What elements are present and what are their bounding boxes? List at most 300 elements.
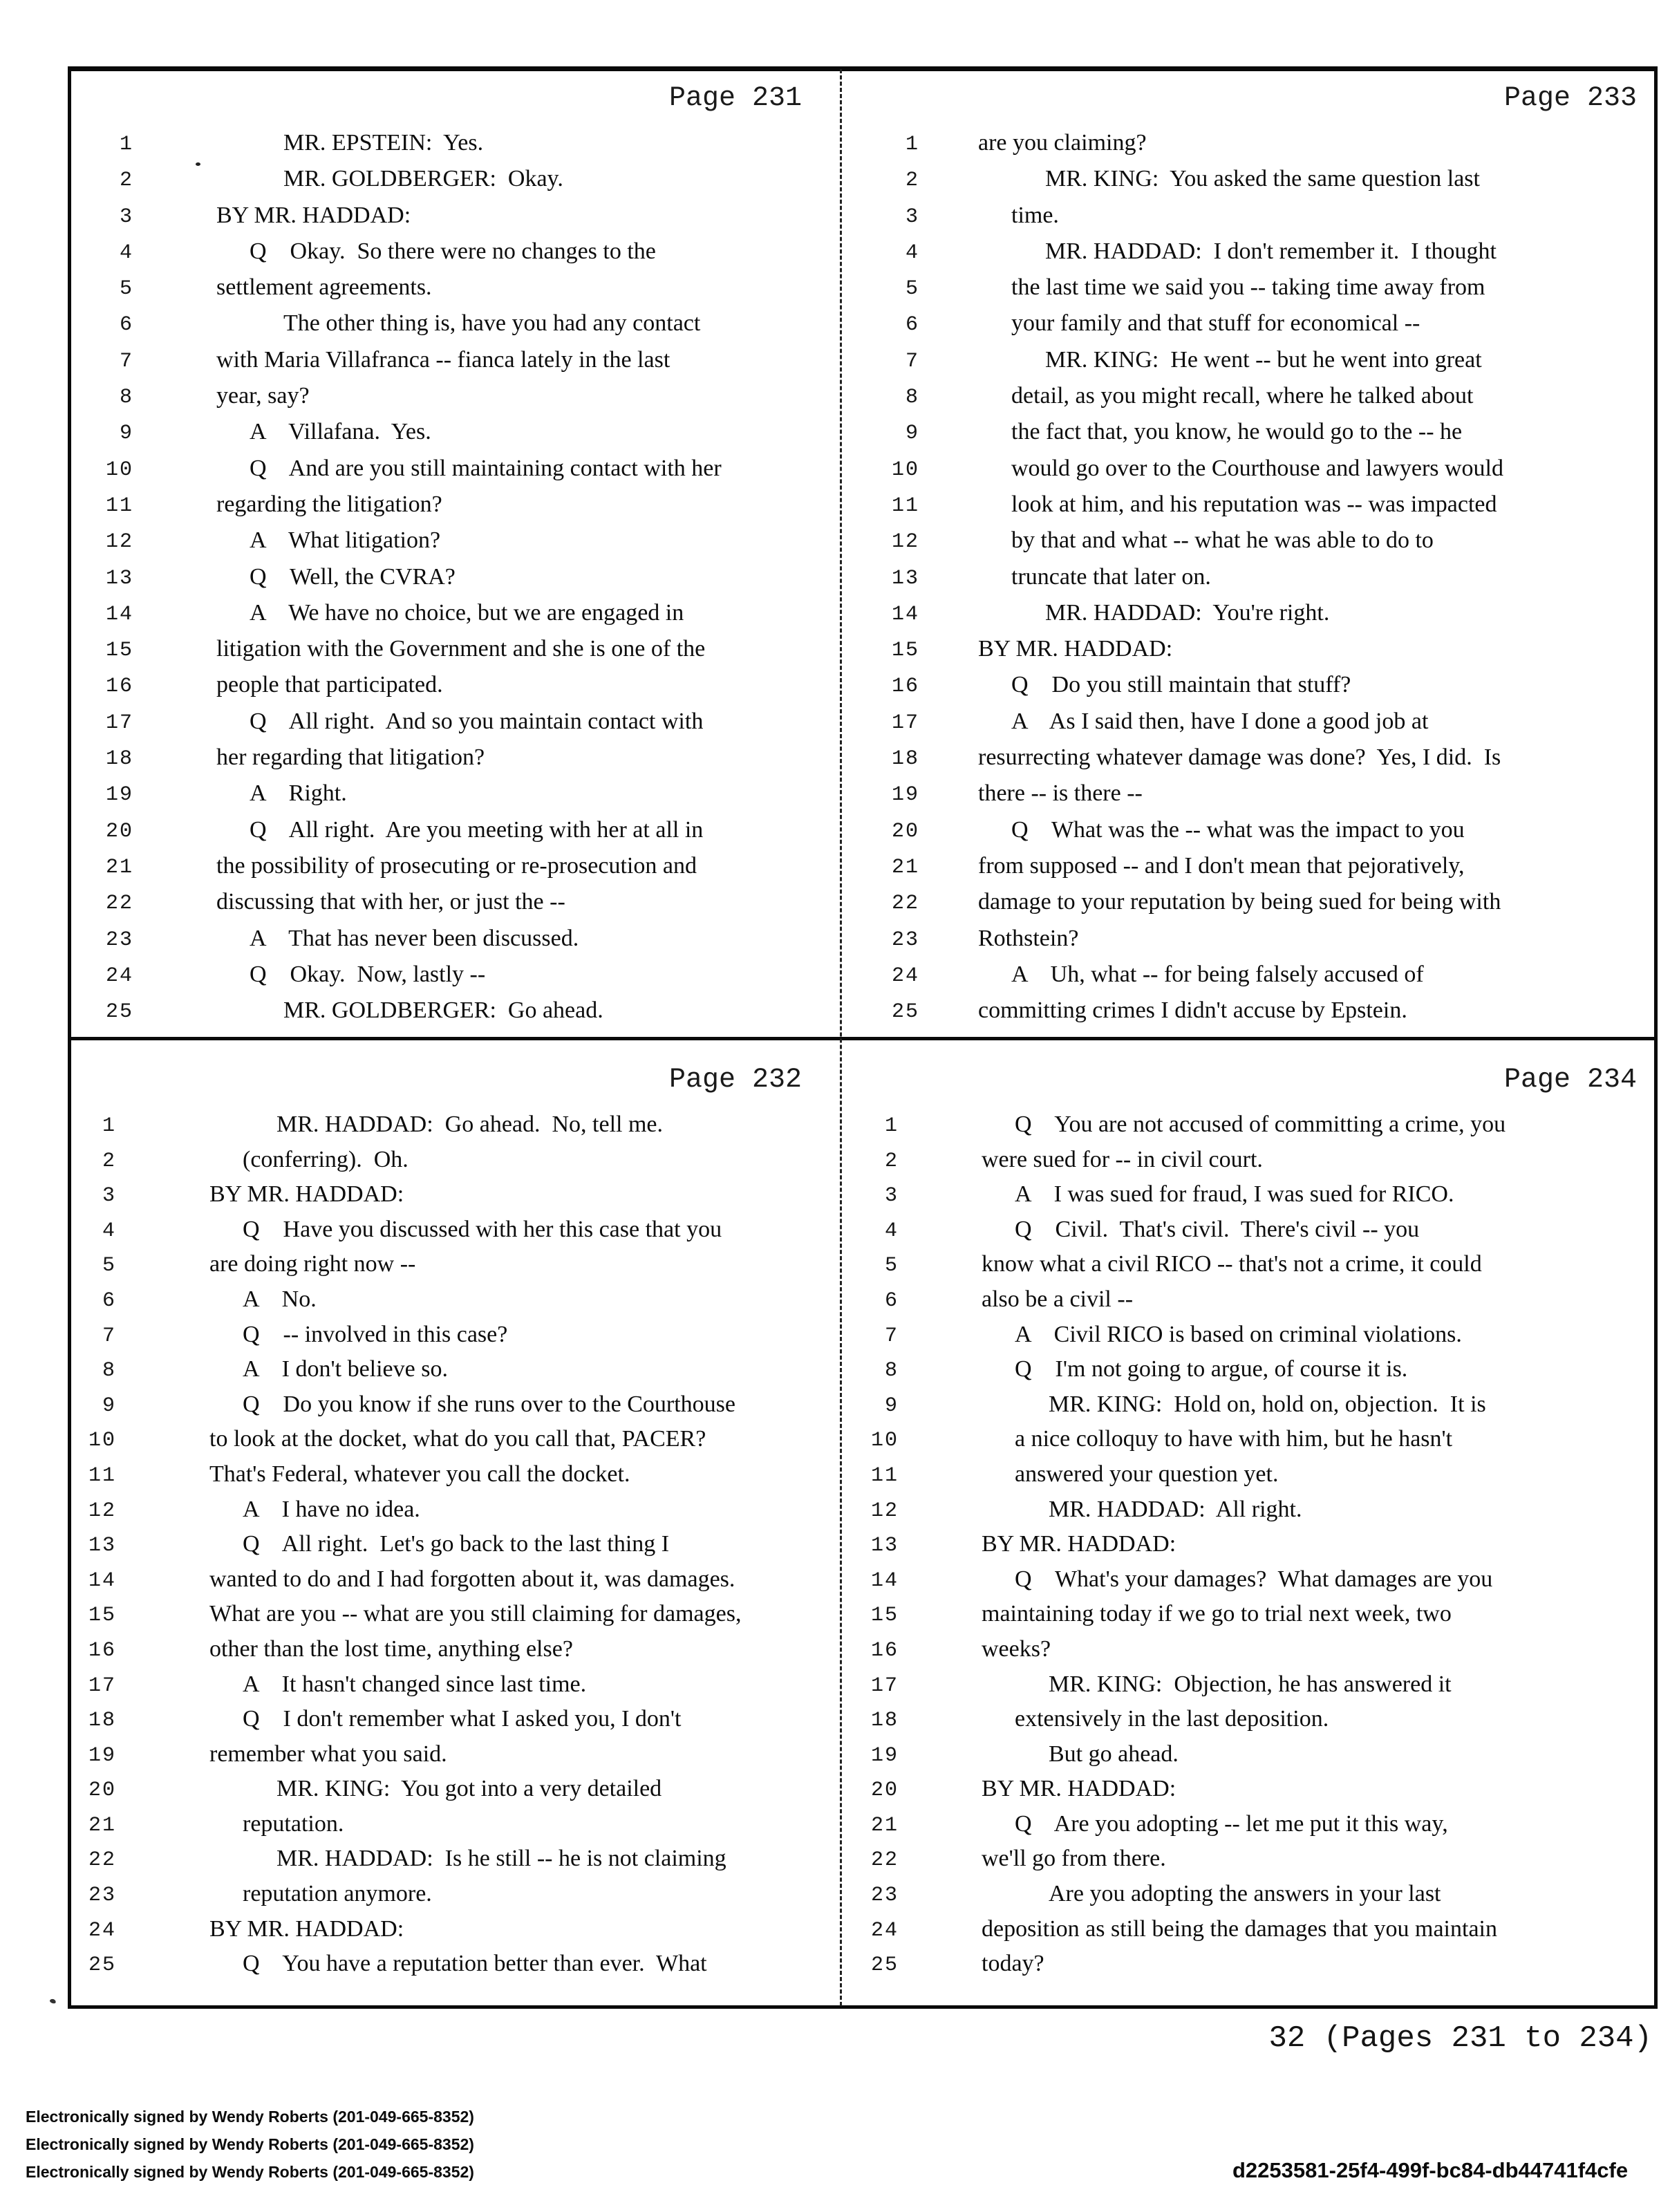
line-number: 7: [102, 1324, 116, 1348]
transcript-line: [68, 1706, 840, 1741]
line-number: 15: [870, 1604, 899, 1628]
line-number: 8: [102, 1359, 116, 1383]
transcript-line: [68, 166, 840, 202]
transcript-line: [68, 997, 840, 1033]
transcript-line: [68, 238, 840, 274]
line-text: her regarding that litigation?: [216, 744, 485, 771]
transcript-line: [840, 203, 1658, 238]
transcript-line: [840, 636, 1658, 672]
transcript-line: [68, 1636, 840, 1671]
line-number: 5: [884, 1254, 899, 1278]
line-number: 25: [891, 1000, 919, 1024]
line-text: MR. KING: Hold on, hold on, objection. It is: [1049, 1391, 1486, 1417]
line-text: settlement agreements.: [216, 274, 432, 301]
line-text: by that and what -- what he was able to do to: [1011, 527, 1434, 554]
line-text: also be a civil --: [982, 1286, 1134, 1312]
scan-artifact: [49, 1998, 57, 2005]
line-text: there -- is there --: [978, 780, 1143, 807]
document-id: d2253581-25f4-499f-bc84-db44741f4cfe: [1232, 2158, 1629, 2182]
line-text: A That has never been discussed.: [250, 925, 579, 951]
line-text: Are you adopting the answers in your last: [1049, 1881, 1441, 1907]
transcript-line: [840, 1566, 1658, 1602]
line-number: 17: [105, 711, 133, 735]
transcript-line: [68, 926, 840, 962]
line-number: 6: [905, 313, 919, 337]
line-number: 22: [105, 892, 133, 916]
line-number: 23: [88, 1884, 116, 1908]
line-text: Q All right. Let's go back to the last thing I: [243, 1531, 670, 1557]
transcript-line: [840, 1951, 1658, 1986]
line-text: reputation anymore.: [243, 1881, 432, 1907]
line-number: 18: [105, 747, 133, 771]
line-text: BY MR. HADDAD:: [982, 1531, 1176, 1557]
transcript-line: [68, 853, 840, 889]
transcript-line: [68, 1601, 840, 1636]
transcript-line: [840, 1601, 1658, 1636]
transcript-line: [840, 889, 1658, 925]
line-number: 5: [905, 277, 919, 301]
line-number: 5: [102, 1254, 116, 1278]
line-text: Q I'm not going to argue, of course it is.: [1015, 1356, 1408, 1382]
line-number: 19: [105, 783, 133, 807]
line-text: extensively in the last deposition.: [1015, 1706, 1329, 1732]
transcript-line: [840, 1147, 1658, 1182]
line-number: 2: [102, 1149, 116, 1173]
line-text: MR. HADDAD: You're right.: [1045, 599, 1330, 626]
line-text: A We have no choice, but we are engaged in: [250, 599, 684, 626]
transcript-line: [840, 238, 1658, 274]
transcript-line: [68, 672, 840, 708]
line-number: 20: [105, 819, 133, 843]
line-number: 7: [119, 349, 133, 373]
transcript-line: [68, 1951, 840, 1986]
transcript-line: [68, 1671, 840, 1707]
line-text: Q And are you still maintaining contact with her: [250, 455, 722, 481]
line-number: 21: [891, 855, 919, 879]
transcript-line: [840, 1426, 1658, 1461]
transcript-line: [68, 1497, 840, 1532]
line-text: A Uh, what -- for being falsely accused of: [1011, 961, 1424, 987]
transcript-line: [840, 744, 1658, 780]
line-text: the possibility of prosecuting or re-prosecution and: [216, 852, 697, 879]
line-text: time.: [1011, 202, 1059, 228]
transcript-line: [68, 744, 840, 780]
transcript-line: [840, 997, 1658, 1033]
line-number: 19: [891, 783, 919, 807]
line-text: are doing right now --: [209, 1251, 416, 1277]
line-text: MR. KING: Objection, he has answered it: [1049, 1671, 1452, 1697]
line-number: 20: [891, 819, 919, 843]
line-number: 25: [105, 1000, 133, 1024]
line-text: litigation with the Government and she is one of the: [216, 636, 706, 662]
line-number: 14: [105, 602, 133, 626]
transcript-line: [68, 383, 840, 419]
line-text: Q All right. Are you meeting with her at all in: [250, 816, 704, 843]
line-number: 7: [884, 1324, 899, 1348]
transcript-line: [68, 310, 840, 346]
line-text: BY MR. HADDAD:: [209, 1915, 404, 1942]
transcript-line: [68, 780, 840, 816]
line-number: 22: [891, 892, 919, 916]
transcript-line: [840, 1916, 1658, 1951]
line-text: Q Civil. That's civil. There's civil -- you: [1015, 1216, 1420, 1242]
transcript-line: [68, 347, 840, 383]
line-number: 8: [119, 386, 133, 410]
transcript-line: [840, 1322, 1658, 1357]
line-text: A Civil RICO is based on criminal violations.: [1015, 1321, 1462, 1347]
transcript-line: [68, 130, 840, 166]
transcript-line: [68, 1846, 840, 1881]
line-number: 14: [870, 1568, 899, 1593]
transcript-line: [68, 1391, 840, 1427]
line-text: A I don't believe so.: [243, 1356, 448, 1382]
transcript-line: [68, 1217, 840, 1252]
line-text: Q What was the -- what was the impact to you: [1011, 816, 1465, 843]
transcript-line: [840, 672, 1658, 708]
transcript-line: [840, 383, 1658, 419]
line-text: A What litigation?: [250, 527, 441, 554]
line-number: 24: [105, 964, 133, 988]
line-number: 1: [119, 133, 133, 156]
transcript-line: [68, 636, 840, 672]
line-number: 10: [88, 1429, 116, 1453]
line-text: detail, as you might recall, where he talked about: [1011, 383, 1474, 409]
signature-line: Electronically signed by Wendy Roberts (201-049-665-8352): [26, 2163, 474, 2181]
line-number: 3: [884, 1184, 899, 1208]
transcript-line: [68, 1322, 840, 1357]
line-number: 20: [870, 1779, 899, 1803]
line-number: 21: [88, 1813, 116, 1837]
line-text: A I have no idea.: [243, 1496, 420, 1522]
line-text: year, say?: [216, 383, 310, 409]
line-number: 4: [884, 1219, 899, 1243]
line-text: BY MR. HADDAD:: [209, 1181, 404, 1208]
line-number: 12: [870, 1499, 899, 1523]
line-text: Q All right. And so you maintain contact with: [250, 708, 704, 734]
transcript-line: [68, 564, 840, 600]
transcript-line: [840, 780, 1658, 816]
transcript-line: [840, 1112, 1658, 1147]
line-text: to look at the docket, what do you call that, PACER?: [209, 1426, 706, 1452]
line-text: MR. EPSTEIN: Yes.: [283, 130, 484, 156]
transcript-line: [68, 817, 840, 853]
transcript-line: [840, 1356, 1658, 1391]
line-text: wanted to do and I had forgotten about it, was damages.: [209, 1566, 735, 1592]
line-number: 8: [905, 386, 919, 410]
transcript-line: [68, 491, 840, 527]
transcript-line: [68, 1426, 840, 1461]
line-number: 1: [884, 1114, 899, 1138]
page-header: Page 233: [1503, 83, 1637, 114]
line-number: 17: [88, 1674, 116, 1698]
transcript-line: [68, 1147, 840, 1182]
line-text: committing crimes I didn't accuse by Epstein.: [978, 997, 1407, 1024]
transcript-line: [840, 347, 1658, 383]
line-text: That's Federal, whatever you call the docket.: [209, 1461, 630, 1487]
page-header: Page 234: [1503, 1065, 1637, 1096]
line-text: weeks?: [982, 1635, 1051, 1662]
line-number: 21: [870, 1813, 899, 1837]
line-text: But go ahead.: [1049, 1741, 1179, 1767]
line-number: 10: [105, 458, 133, 482]
line-text: MR. KING: You got into a very detailed: [276, 1776, 662, 1802]
line-number: 24: [870, 1918, 899, 1942]
line-number: 6: [102, 1288, 116, 1313]
line-number: 14: [88, 1568, 116, 1593]
transcript-line: [68, 1251, 840, 1286]
line-text: A As I said then, have I done a good job at: [1011, 708, 1429, 734]
line-text: BY MR. HADDAD:: [216, 202, 411, 228]
transcript-line: [840, 1217, 1658, 1252]
transcript-line: [840, 1461, 1658, 1497]
line-number: 24: [891, 964, 919, 988]
line-number: 14: [891, 602, 919, 626]
line-text: Q What's your damages? What damages are you: [1015, 1566, 1493, 1592]
line-text: Q -- involved in this case?: [243, 1321, 508, 1347]
transcript-line: [68, 1112, 840, 1147]
line-number: 16: [891, 675, 919, 699]
quadrant-page-232: [68, 1037, 840, 2009]
line-number: 15: [88, 1604, 116, 1628]
line-number: 1: [102, 1114, 116, 1138]
line-number: 8: [884, 1359, 899, 1383]
line-text: with Maria Villafranca -- fianca lately in the last: [216, 346, 670, 373]
line-number: 6: [119, 313, 133, 337]
line-text: look at him, and his reputation was -- was impacted: [1011, 491, 1497, 517]
transcript-line: [840, 709, 1658, 744]
transcript-line: [68, 203, 840, 238]
line-text: a nice colloquy to have with him, but he hasn't: [1015, 1426, 1453, 1452]
line-text: deposition as still being the damages that you maintain: [982, 1915, 1497, 1942]
line-text: Q Do you still maintain that stuff?: [1011, 672, 1351, 698]
line-text: Q I don't remember what I asked you, I don't: [243, 1706, 682, 1732]
transcript-line: [68, 600, 840, 636]
line-text: MR. KING: He went -- but he went into great: [1045, 346, 1482, 373]
line-number: 22: [870, 1848, 899, 1873]
transcript-line: [68, 527, 840, 563]
transcript-line: [840, 817, 1658, 853]
line-text: MR. GOLDBERGER: Go ahead.: [283, 997, 603, 1024]
line-text: A No.: [243, 1286, 317, 1312]
line-number: 3: [102, 1184, 116, 1208]
line-text: truncate that later on.: [1011, 563, 1211, 590]
line-number: 17: [891, 711, 919, 735]
transcript-line: [840, 1881, 1658, 1916]
transcript-line: [68, 456, 840, 491]
line-number: 15: [891, 639, 919, 663]
line-number: 21: [105, 855, 133, 879]
line-number: 23: [891, 928, 919, 952]
line-number: 2: [905, 169, 919, 193]
line-text: remember what you said.: [209, 1741, 447, 1767]
line-number: 7: [905, 349, 919, 373]
line-text: MR. HADDAD: All right.: [1049, 1496, 1302, 1522]
line-text: (conferring). Oh.: [243, 1146, 409, 1172]
line-number: 2: [119, 169, 133, 193]
line-number: 13: [105, 566, 133, 590]
transcript-line: [840, 419, 1658, 455]
transcript-line: [840, 1531, 1658, 1566]
line-text: from supposed -- and I don't mean that pejoratively,: [978, 852, 1465, 879]
transcript-line: [840, 1497, 1658, 1532]
line-number: 2: [884, 1149, 899, 1173]
transcript-line: [840, 962, 1658, 997]
transcript-lines: [68, 130, 840, 1033]
transcript-line: [840, 1251, 1658, 1286]
transcript-line: [840, 310, 1658, 346]
line-number: 9: [119, 422, 133, 446]
line-text: BY MR. HADDAD:: [978, 636, 1173, 662]
line-number: 13: [88, 1534, 116, 1558]
transcript-line: [68, 419, 840, 455]
line-text: Q You have a reputation better than ever. What: [243, 1951, 707, 1977]
line-text: would go over to the Courthouse and lawyers would: [1011, 455, 1503, 481]
signature-line: Electronically signed by Wendy Roberts (201-049-665-8352): [26, 2108, 474, 2126]
line-number: 19: [88, 1743, 116, 1768]
transcript-line: [840, 853, 1658, 889]
transcript-line: [840, 166, 1658, 202]
line-number: 20: [88, 1779, 116, 1803]
line-number: 5: [119, 277, 133, 301]
transcript-line: [840, 527, 1658, 563]
sheet-page-count: 32 (Pages 231 to 234): [1268, 2021, 1652, 2056]
line-text: Q Well, the CVRA?: [250, 563, 456, 590]
page-header: Page 231: [668, 83, 802, 114]
line-text: MR. GOLDBERGER: Okay.: [283, 166, 563, 192]
line-text: A I was sued for fraud, I was sued for RICO.: [1015, 1181, 1454, 1208]
line-number: 12: [88, 1499, 116, 1523]
transcript-line: [68, 1356, 840, 1391]
transcript-lines: [840, 130, 1658, 1033]
line-number: 19: [870, 1743, 899, 1768]
line-number: 25: [88, 1953, 116, 1978]
line-number: 9: [884, 1394, 899, 1418]
transcript-line: [68, 1566, 840, 1602]
line-text: other than the lost time, anything else?: [209, 1635, 573, 1662]
line-text: discussing that with her, or just the --: [216, 889, 565, 915]
line-number: 10: [891, 458, 919, 482]
line-number: 15: [105, 639, 133, 663]
transcript-line: [68, 1181, 840, 1217]
line-number: 25: [870, 1953, 899, 1978]
transcript-line: [68, 1286, 840, 1322]
line-number: 3: [905, 205, 919, 229]
line-text: your family and that stuff for economical --: [1011, 310, 1420, 337]
signature-line: Electronically signed by Wendy Roberts (201-049-665-8352): [26, 2135, 474, 2153]
line-number: 12: [105, 530, 133, 554]
transcript-line: [840, 1846, 1658, 1881]
quadrant-page-234: [840, 1037, 1658, 2009]
transcript-line: [840, 456, 1658, 491]
line-number: 17: [870, 1674, 899, 1698]
line-text: answered your question yet.: [1015, 1461, 1279, 1487]
line-text: the fact that, you know, he would go to the -- he: [1011, 419, 1463, 445]
line-text: MR. KING: You asked the same question last: [1045, 166, 1480, 192]
transcript-line: [840, 1391, 1658, 1427]
transcript-line: [840, 564, 1658, 600]
line-number: 22: [88, 1848, 116, 1873]
transcript-line: [840, 1706, 1658, 1741]
transcript-line: [68, 1461, 840, 1497]
line-text: BY MR. HADDAD:: [982, 1776, 1176, 1802]
line-number: 4: [119, 241, 133, 265]
transcript-line: [840, 1741, 1658, 1777]
line-number: 11: [891, 494, 919, 518]
line-text: we'll go from there.: [982, 1846, 1166, 1872]
transcript-line: [68, 709, 840, 744]
line-number: 6: [884, 1288, 899, 1313]
line-number: 4: [102, 1219, 116, 1243]
page-header: Page 232: [668, 1065, 802, 1096]
transcript-line: [840, 1181, 1658, 1217]
signature-block: [26, 2103, 474, 2186]
transcript-line: [68, 274, 840, 310]
line-text: maintaining today if we go to trial next week, two: [982, 1601, 1452, 1627]
scan-artifact: [196, 162, 200, 166]
transcript-line: [68, 1916, 840, 1951]
line-text: resurrecting whatever damage was done? Yes, I did. Is: [978, 744, 1501, 771]
line-text: MR. HADDAD: I don't remember it. I thought: [1045, 238, 1497, 264]
transcript-lines: [68, 1112, 840, 1986]
line-text: The other thing is, have you had any contact: [283, 310, 701, 337]
line-text: Q You are not accused of committing a crime, you: [1015, 1112, 1506, 1137]
line-number: 10: [870, 1429, 899, 1453]
line-text: know what a civil RICO -- that's not a crime, it could: [982, 1251, 1482, 1277]
transcript-lines: [840, 1112, 1658, 1986]
line-text: Rothstein?: [978, 925, 1079, 951]
transcript-line: [68, 1741, 840, 1777]
transcript-line: [840, 926, 1658, 962]
line-number: 11: [870, 1463, 899, 1488]
line-number: 4: [905, 241, 919, 265]
transcript-line: [68, 889, 840, 925]
line-number: 9: [905, 422, 919, 446]
line-number: 11: [88, 1463, 116, 1488]
line-number: 16: [870, 1638, 899, 1662]
line-number: 16: [105, 675, 133, 699]
transcript-line: [68, 962, 840, 997]
transcript-line: [840, 130, 1658, 166]
quadrant-page-233: [840, 66, 1658, 1037]
line-text: MR. HADDAD: Go ahead. No, tell me.: [276, 1112, 664, 1137]
transcript-line: [68, 1531, 840, 1566]
line-number: 23: [105, 928, 133, 952]
quadrant-page-231: [68, 66, 840, 1037]
transcript-line: [840, 1286, 1658, 1322]
line-text: Q Are you adopting -- let me put it this way,: [1015, 1810, 1448, 1837]
transcript-line: [68, 1776, 840, 1811]
line-text: Q Do you know if she runs over to the Courthouse: [243, 1391, 735, 1417]
line-number: 1: [905, 133, 919, 156]
transcript-line: [840, 600, 1658, 636]
line-number: 16: [88, 1638, 116, 1662]
transcript-line: [840, 1636, 1658, 1671]
transcript-line: [840, 1811, 1658, 1846]
line-number: 11: [105, 494, 133, 518]
line-text: Q Okay. So there were no changes to the: [250, 238, 656, 264]
transcript-line: [840, 274, 1658, 310]
line-number: 23: [870, 1884, 899, 1908]
line-text: Q Have you discussed with her this case that you: [243, 1216, 722, 1242]
line-text: damage to your reputation by being sued for being with: [978, 889, 1501, 915]
line-number: 18: [88, 1709, 116, 1733]
line-text: regarding the litigation?: [216, 491, 442, 517]
line-text: Q Okay. Now, lastly --: [250, 961, 486, 987]
line-text: were sued for -- in civil court.: [982, 1146, 1263, 1172]
line-text: MR. HADDAD: Is he still -- he is not claiming: [276, 1846, 726, 1872]
line-text: people that participated.: [216, 672, 443, 698]
line-number: 3: [119, 205, 133, 229]
